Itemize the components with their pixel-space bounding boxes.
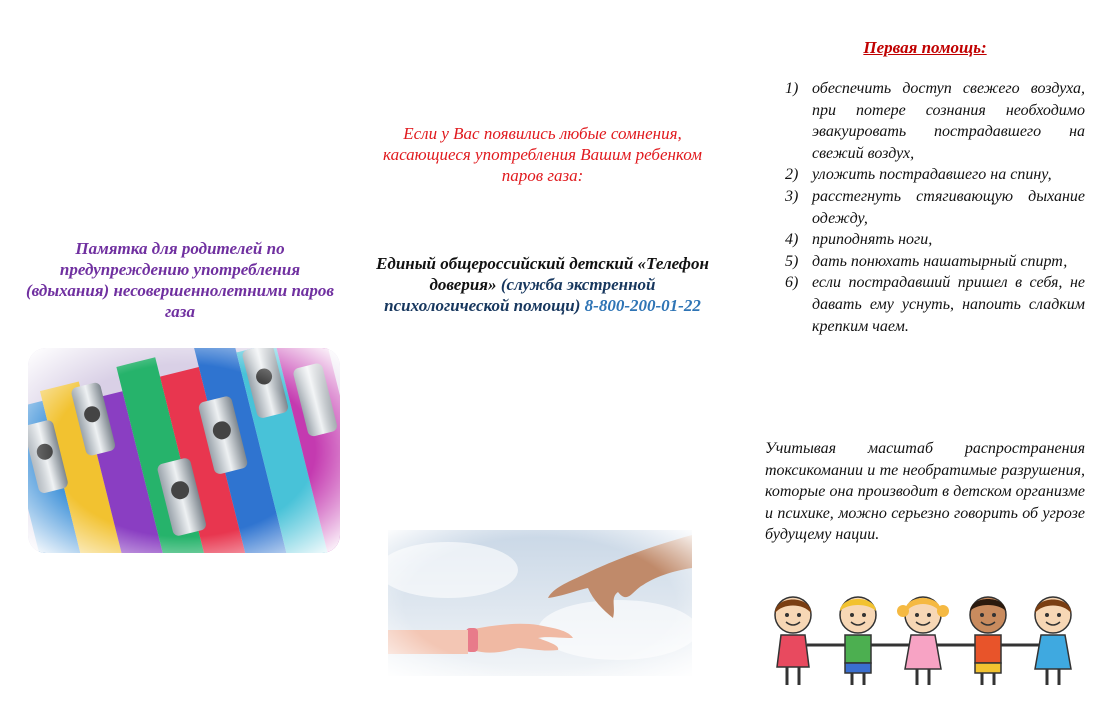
hotline-block: [370, 253, 715, 316]
list-item: 6) если пострадавший пришел в себя, не давать ему уснуть, напоить сладким крепким чаем.: [785, 274, 1085, 335]
list-item: 1) обеспечить доступ свежего воздуха, при потере сознания необходимо эвакуировать пострадавшего на свежий воздух,: [785, 80, 1085, 162]
list-item: 4) приподнять ноги,: [785, 231, 933, 249]
first-aid-title: Первая помощь:: [863, 38, 987, 57]
lighters-image: [28, 348, 340, 553]
leaflet-title: Памятка для родителей по предупреждению употребления (вдыхания) несовершеннолетними паров газа: [25, 239, 335, 321]
doubt-text: Если у Вас появились любые сомнения, касающиеся употребления Вашим ребенком паров газа:: [383, 124, 702, 185]
kids-holding-hands-image: [763, 585, 1093, 695]
hotline-phone: 8-800-200-01-22: [584, 296, 701, 315]
first-aid-list: [785, 78, 1085, 337]
watermark: [145, 664, 148, 676]
helping-hands-image: [388, 530, 692, 676]
hotline-service: (служба экстренной психологической помощи): [384, 275, 656, 315]
middle-panel: [370, 0, 715, 726]
right-panel: [755, 0, 1103, 726]
threat-text: Учитывая масштаб распространения токсикомании и те необратимые разрушения, которые она производит в детском организме и психике, можно серьезно говорить об угрозе будущему нации.: [765, 440, 1085, 544]
left-panel: [0, 0, 360, 726]
list-item: 3) расстегнуть стягивающую дыхание одежду,: [785, 187, 1085, 227]
list-item: 2) уложить пострадавшего на спину,: [785, 166, 1052, 184]
list-item: 5) дать понюхать нашатырный спирт,: [785, 252, 1068, 270]
hotline-intro: Единый общероссийский детский «Телефон доверия»: [376, 254, 709, 294]
